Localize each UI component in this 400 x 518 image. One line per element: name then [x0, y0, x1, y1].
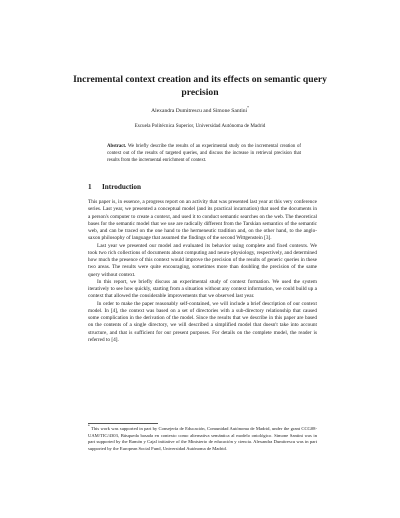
section-heading	[88, 183, 318, 192]
abstract	[107, 143, 301, 164]
paragraph: Last year we presented our model and evaluated its behavior using complete and fixed contexts. We took two rich collections of documents about computing and neuro-physiology, respectively, and determined how much the presence of this context would improve the precision of the results of generic queries in these two areas. The results were quite encouraging, sometimes more than doubling the precision of the same query without context.	[88, 242, 317, 278]
section-number: 1	[88, 183, 92, 191]
author-footnote-mark: *	[247, 106, 249, 111]
author-list	[60, 108, 340, 115]
paragraph: In this report, we briefly discuss an experimental study of context formation. We used the system iteratively to see how quickly, starting from a situation without any context information, we could build up a context that allowed the considerable improvements that we observed last year.	[88, 278, 317, 300]
affiliation: Escuela Politécnica Superior, Universidad Autónoma de Madrid	[134, 123, 266, 129]
footnote-mark: *	[88, 424, 90, 429]
authors-names: Alexandra Dumitrescu and Simone Santini	[151, 108, 248, 114]
footnote-rule	[88, 423, 158, 424]
abstract-text: We briefly describe the results of an experimental study on the incremental creation of context out of the results of targeted queries, and discuss the increase in retrieval precision that results from the incremental enrichment of context.	[107, 144, 301, 163]
paragraph: This paper is, in essence, a progress report on an activity that was presented last year at this very conference series. Last year, we presented a conceptual model (and its practical incarnation) that used the documents in a person's computer to create a context, and used it to conduct semantic searches on the web. The theoretical bases for the semantic model that we use are radically different from the Tarskian semantics of the semantic web, and can be traced on the one hand to the hermeneutic tradition and, on the other hand, to the anglo-saxon philosophy of language that assumed the findings of the second Wittgenstein [3].	[88, 199, 317, 242]
paper-title: Incremental context creation and its effects on semantic query precision	[73, 74, 327, 98]
paragraph: In order to make the paper reasonably self-contained, we will include a brief description of our context model. In [4], the context was based on a set of directories with a sub-directory relationship that caused some complication in the derivation of the model. Since the results that we describe in this paper are based on the contents of a single directory, we will described a simplified model that doesn't take into account structure, and that is sufficient for our present purposes. For details on the complete model, the reader is referred to [4].	[88, 300, 317, 343]
body-text	[88, 199, 317, 344]
footnote	[88, 426, 317, 452]
section-title: Introduction	[102, 183, 142, 191]
footnote-text: This work was supported in part by Consejería de Educación, Comunidad Autónoma de Madrid, under the grant CCG08-UAM/TIC/4303, Búsqueda basada en contexto como alternativa semántica al modelo ontológico. Simone Santini was in part supported by the Ramón y Cajal initiative of the Ministerio de educación y ciencia. Alexandra Dumitrescu was in part supported by the European Social Fund, Universidad Autónoma de Madrid.	[88, 426, 317, 451]
abstract-label: Abstract.	[107, 144, 127, 149]
